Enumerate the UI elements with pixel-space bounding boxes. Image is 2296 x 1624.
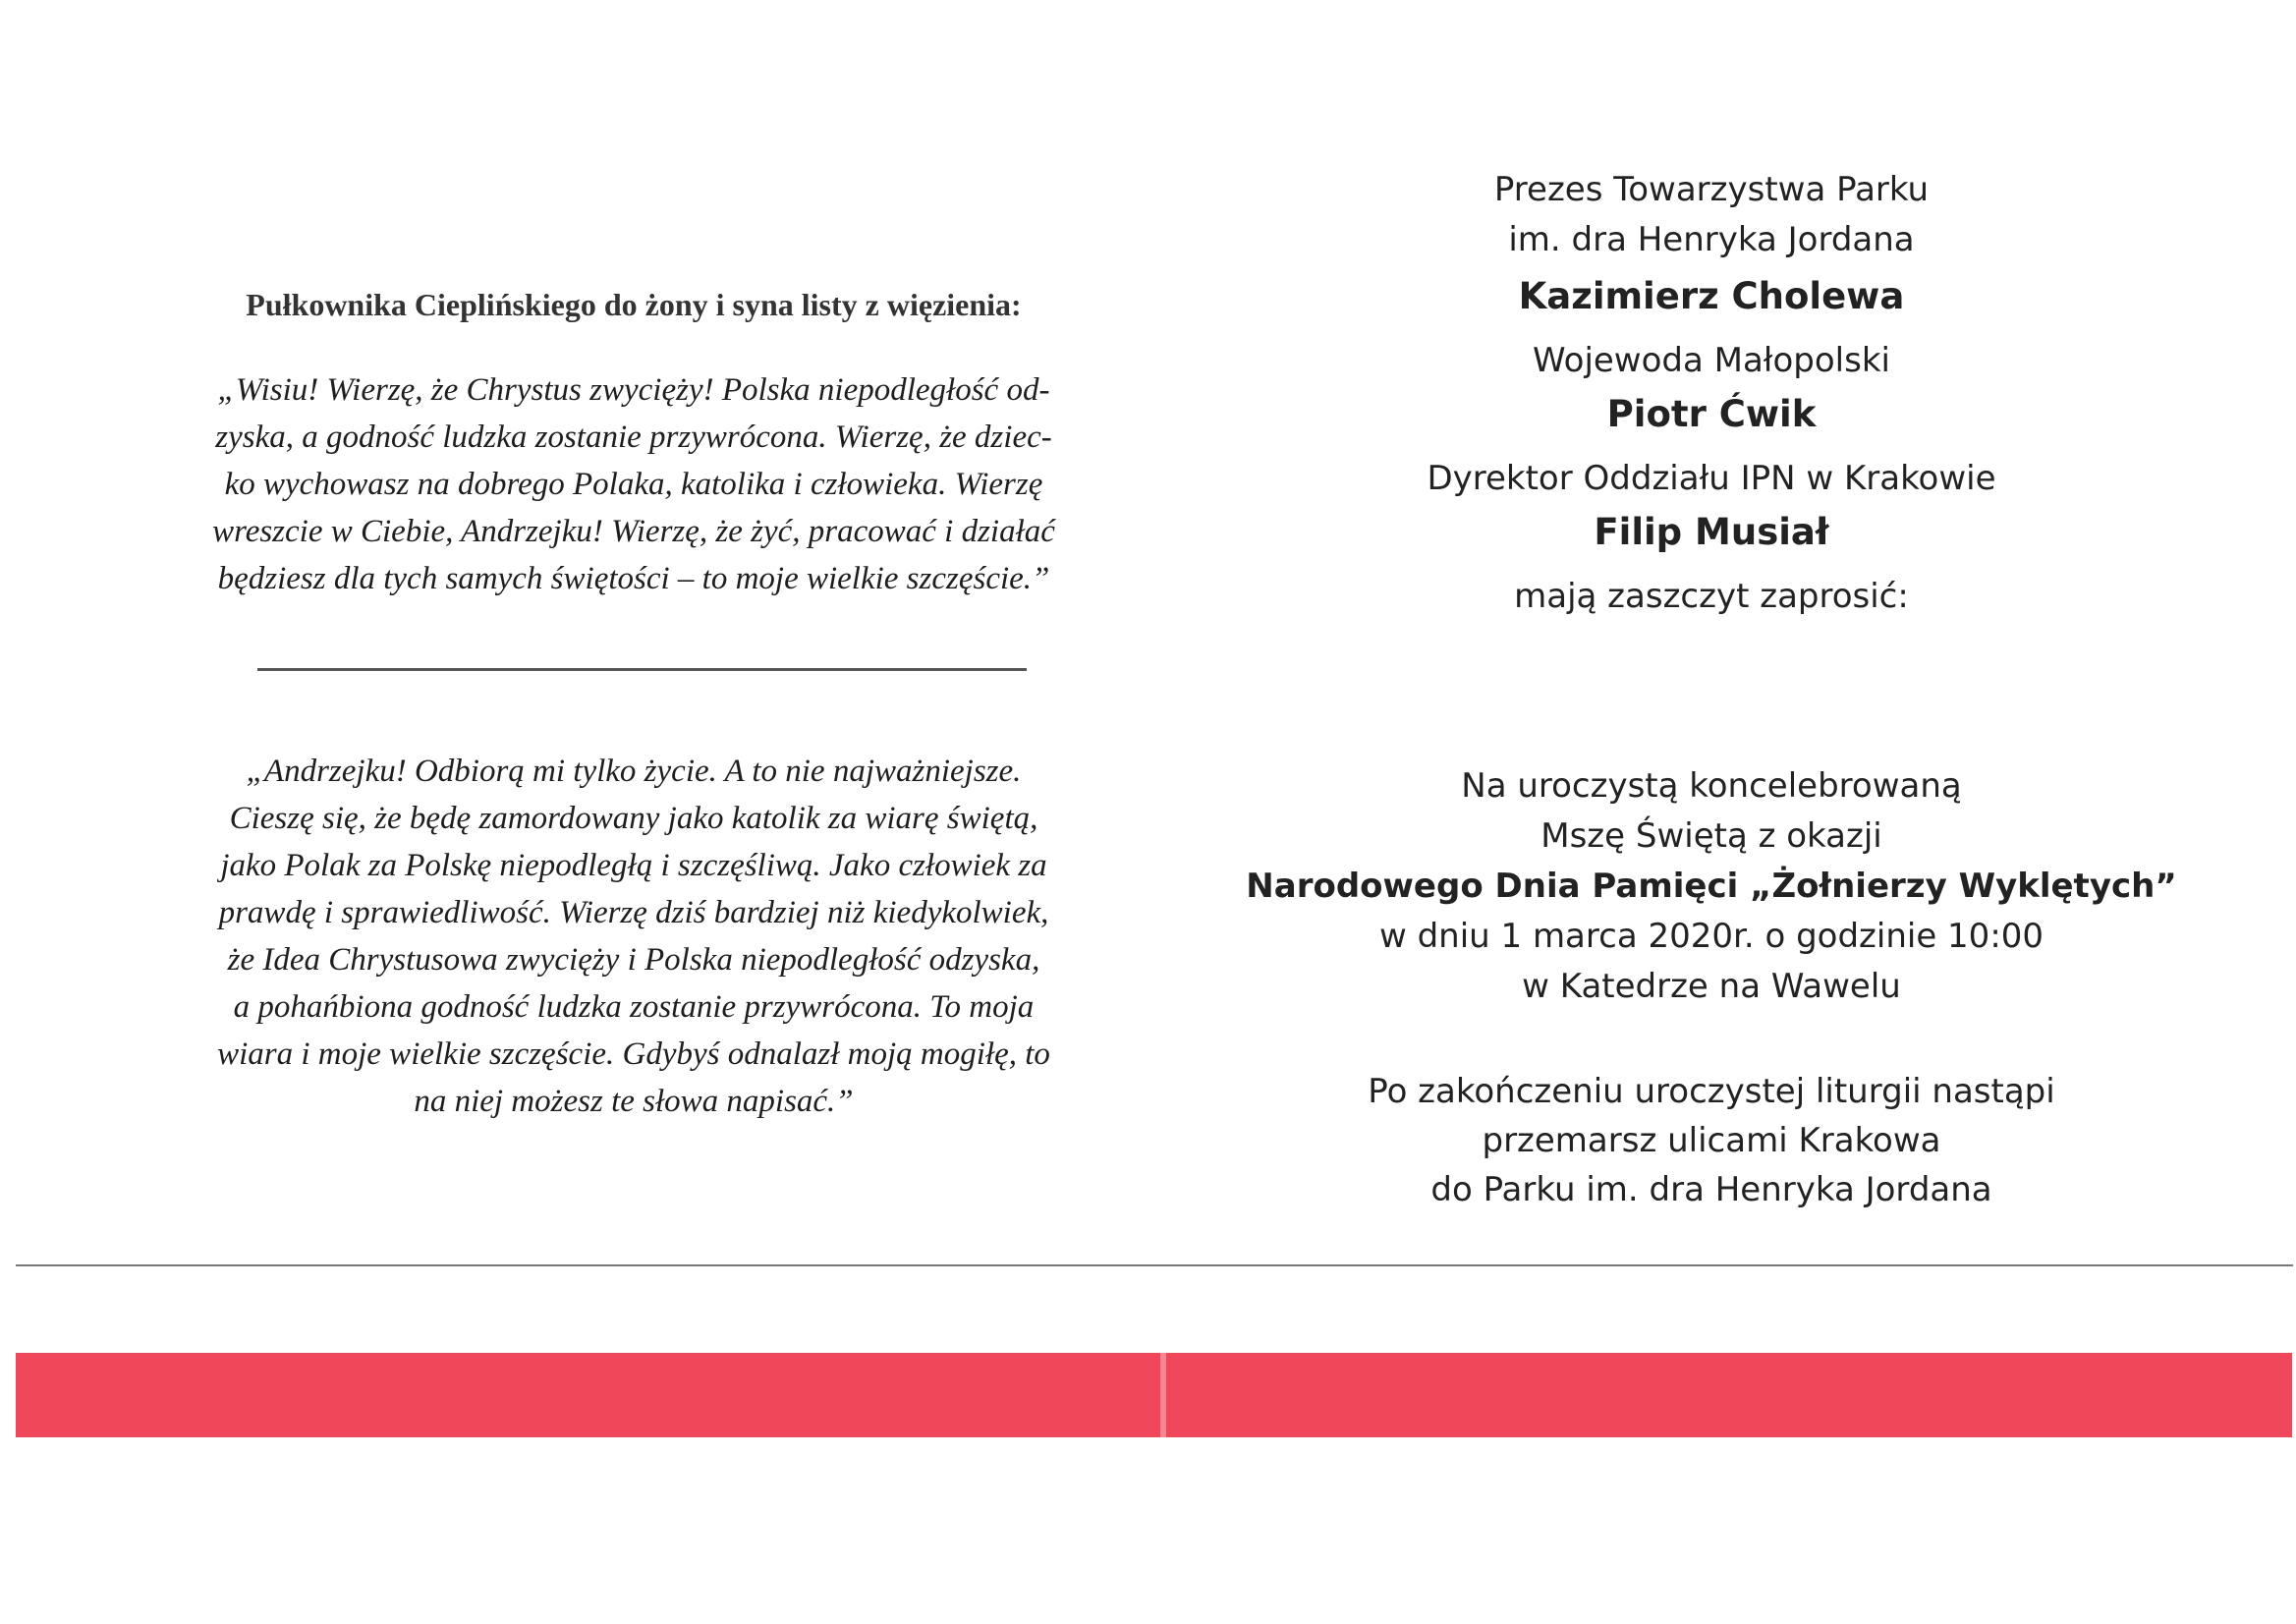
quote-line: wiara i moje wielkie szczęście. Gdybyś odnalazł moją mogiłę, to bbox=[217, 1036, 1050, 1072]
quote-line: „Andrzejku! Odbiorą mi tylko życie. A to nie najważniejsze. bbox=[246, 754, 1022, 789]
event-date: w dniu 1 marca 2020r. o godzinie 10:00 bbox=[1378, 917, 2044, 956]
quote-to-son bbox=[187, 748, 1081, 1125]
event-place: w Katedrze na Wawelu bbox=[1522, 967, 1901, 1006]
host1-name: Kazimierz Cholewa bbox=[1518, 275, 1905, 317]
host2-name: Piotr Ćwik bbox=[1606, 393, 1817, 435]
host3-title: Dyrektor Oddziału IPN w Krakowie bbox=[1427, 459, 1996, 498]
march-line: Po zakończeniu uroczystej liturgii nastąpi bbox=[1368, 1072, 2055, 1111]
hosts-block bbox=[1240, 165, 2183, 621]
page-divider bbox=[16, 1264, 2293, 1266]
event-line: Mszę Świętą z okazji bbox=[1540, 816, 1882, 856]
quote-divider bbox=[257, 668, 1027, 671]
event-name: Narodowego Dnia Pamięci „Żołnierzy Wyklętych” bbox=[1246, 867, 2177, 906]
quote-line: będziesz dla tych samych świętości – to moje wielkie szczęście.” bbox=[217, 561, 1050, 596]
host1-title: Prezes Towarzystwa Parku bbox=[1493, 170, 1930, 209]
quote-line: zyska, a godność ludzka zostanie przywrócona. Wierzę, że dziec- bbox=[215, 420, 1052, 455]
host2-title: Wojewoda Małopolski bbox=[1533, 341, 1890, 380]
fold-line bbox=[1160, 1353, 1166, 1437]
quote-line: wreszcie w Ciebie, Andrzejku! Wierzę, że żyć, pracować i działać bbox=[212, 514, 1055, 549]
invite-line: mają zaszczyt zaprosić: bbox=[1514, 577, 1909, 616]
quote-line: Cieszę się, że będę zamordowany jako katolik za wiarę świętą, bbox=[229, 801, 1038, 836]
quote-to-wife bbox=[187, 366, 1081, 602]
flag-red-band bbox=[16, 1353, 2292, 1437]
march-line: do Parku im. dra Henryka Jordana bbox=[1430, 1170, 1992, 1209]
march-line: przemarsz ulicami Krakowa bbox=[1482, 1121, 1941, 1160]
spacer bbox=[1240, 326, 2183, 336]
host3-name: Filip Musiał bbox=[1594, 511, 1829, 553]
spacer bbox=[1240, 444, 2183, 454]
quote-line: ko wychowasz na dobrego Polaka, katolika i człowieka. Wierzę bbox=[224, 467, 1043, 502]
quote-line: prawdę i sprawiedliwość. Wierzę dziś bardziej niż kiedykolwiek, bbox=[218, 895, 1049, 930]
quote-line: „Wisiu! Wierzę, że Chrystus zwycięży! Polska niepodległość od- bbox=[217, 372, 1050, 408]
host1-title-cont: im. dra Henryka Jordana bbox=[1508, 220, 1915, 259]
march-block bbox=[1240, 1067, 2183, 1214]
spacer bbox=[1240, 562, 2183, 572]
quote-line: a pohańbiona godność ludzka zostanie przywrócona. To moja bbox=[233, 989, 1035, 1025]
quote-line: na niej możesz te słowa napisać.” bbox=[414, 1084, 854, 1119]
quote-line: jako Polak za Polskę niepodległą i szczęśliwą. Jako człowiek za bbox=[220, 848, 1047, 883]
quote-line: że Idea Chrystusowa zwycięży i Polska niepodległość odzyska, bbox=[227, 942, 1040, 978]
letters-heading: Pułkownika Cieplińskiego do żony i syna listy z więzienia: bbox=[246, 287, 1022, 322]
event-block bbox=[1240, 761, 2183, 1012]
event-line: Na uroczystą koncelebrowaną bbox=[1461, 766, 1962, 806]
